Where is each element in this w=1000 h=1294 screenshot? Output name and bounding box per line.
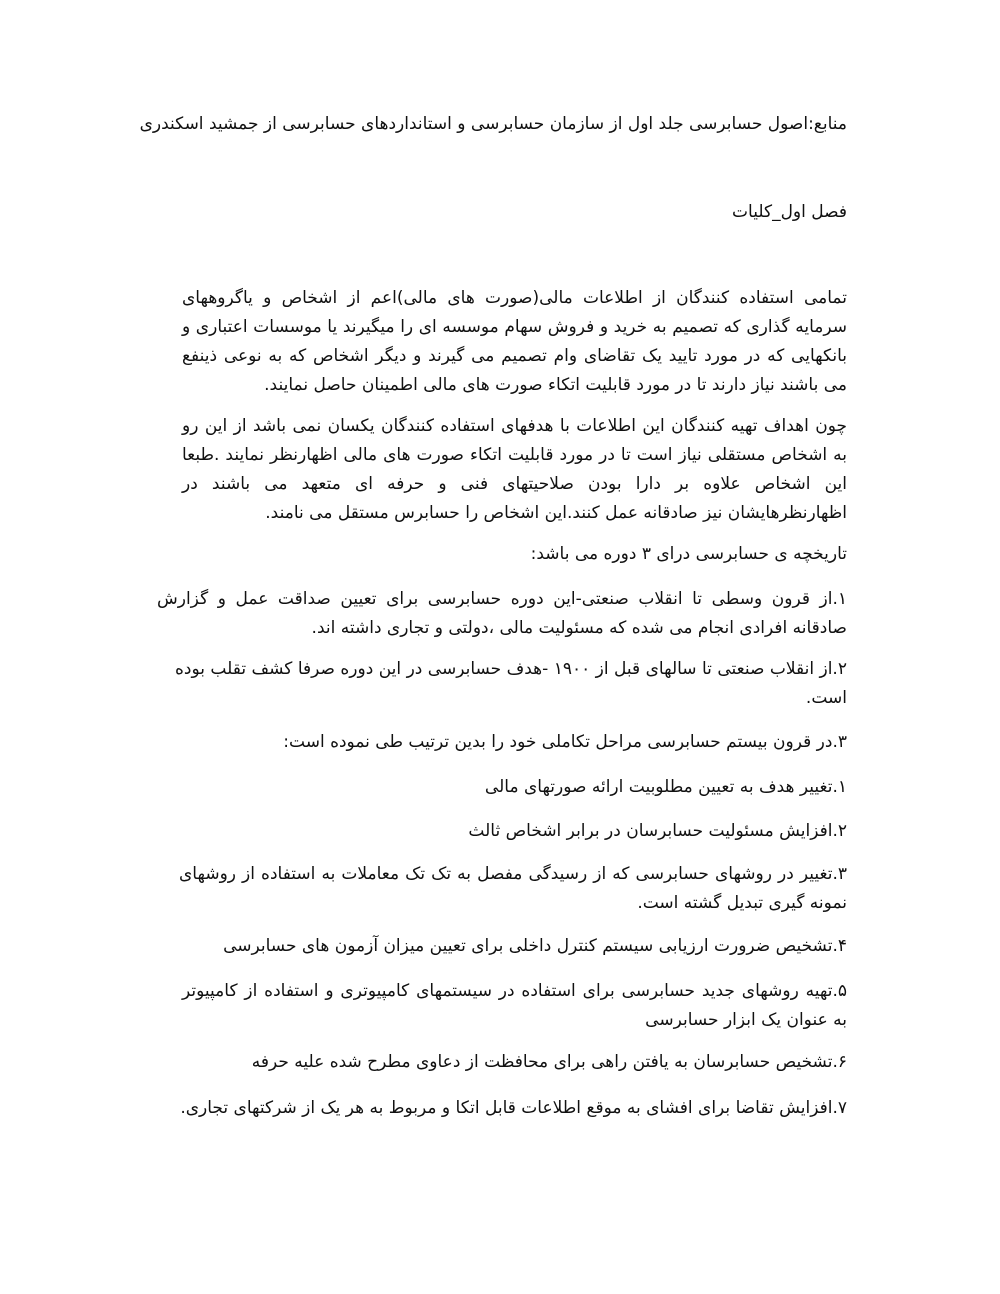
history-item-2: ۲.از انقلاب صنعتی تا سالهای قبل از ۱۹۰۰ -هدف حسابرسی در این دوره صرفا کشف تقلب بوده است. [175,659,847,708]
history-item-1: ۱.از قرون وسطی تا انقلاب صنعتی-این دوره حسابرسی برای تعیین صداقت عمل و گزارش صادقانه افرادی انجام می شده که مسئولیت مالی ،دولتی و تجاری داشته اند. [157,589,847,638]
chapter-title: فصل اول_کلیات [732,202,847,222]
step-item-2: ۲.افزایش مسئولیت حسابرسان در برابر اشخاص ثالث [468,821,847,841]
step-item-7: ۷.افزایش تقاضا برای افشای به موقع اطلاعات قابل اتکا و مربوط به هر یک از شرکتهای تجاری. [180,1098,847,1118]
step-item-6: ۶.تشخیص حسابرسان به یافتن راهی برای محافظت از دعاوی مطرح شده علیه حرفه [251,1052,847,1072]
paragraph-independent-auditor: چون اهداف تهیه کنندگان این اطلاعات با هدفهای استفاده کنندگان یکسان نمی باشد از این رو به اشخاص مستقلی نیاز است تا در مورد قابلیت اتکاء صورت های مالی اظهارنظر نمایند .طبعا این اشخاص علاوه بر دارا بودن صلاحیتهای فنی و حرفه ای متعهد می باشند در اظهارنظرهایشان نیز صادقانه عمل کنند.این اشخاص را حسابرس مستقل می نامند. [182,416,847,523]
sources-line: منابع:اصول حسابرسی جلد اول از سازمان حسابرسی و استانداردهای حسابرسی از جمشید اسکندری [139,114,847,134]
step-item-1: ۱.تغییر هدف به تعیین مطلوبیت ارائه صورتهای مالی [484,777,847,797]
paragraph-users-of-financial-info: تمامی استفاده کنندگان از اطلاعات مالی(صورت های مالی)اعم از اشخاص و یاگروههای سرمایه گذاری که تصمیم به خرید و فروش سهام موسسه ای را میگیرند یا موسسات اعتباری و بانکهایی که در مورد تایید یک تقاضای وام تصمیم می گیرند و دیگر اشخاص که به نوعی ذینفع می باشند نیاز دارند تا در مورد قابلیت اتکاء صورت های مالی اطمینان حاصل نمایند. [182,288,847,395]
history-intro: تاریخچه ی حسابرسی درای ۳ دوره می باشد: [530,544,847,564]
step-item-5: ۵.تهیه روشهای جدید حسابرسی برای استفاده در سیستمهای کامپیوتری و استفاده از کامپیوتر به عنوان یک ابزار حسابرسی [182,981,847,1030]
history-item-3: ۳.در قرون بیستم حسابرسی مراحل تکاملی خود را بدین ترتیب طی نموده است: [283,732,847,752]
step-item-4: ۴.تشخیص ضرورت ارزیابی سیستم کنترل داخلی برای تعیین میزان آزمون های حسابرسی [223,936,847,956]
step-item-3: ۳.تغییر در روشهای حسابرسی که از رسیدگی مفصل به تک تک معاملات به استفاده از روشهای نمونه گیری تبدیل گشته است. [179,864,847,913]
